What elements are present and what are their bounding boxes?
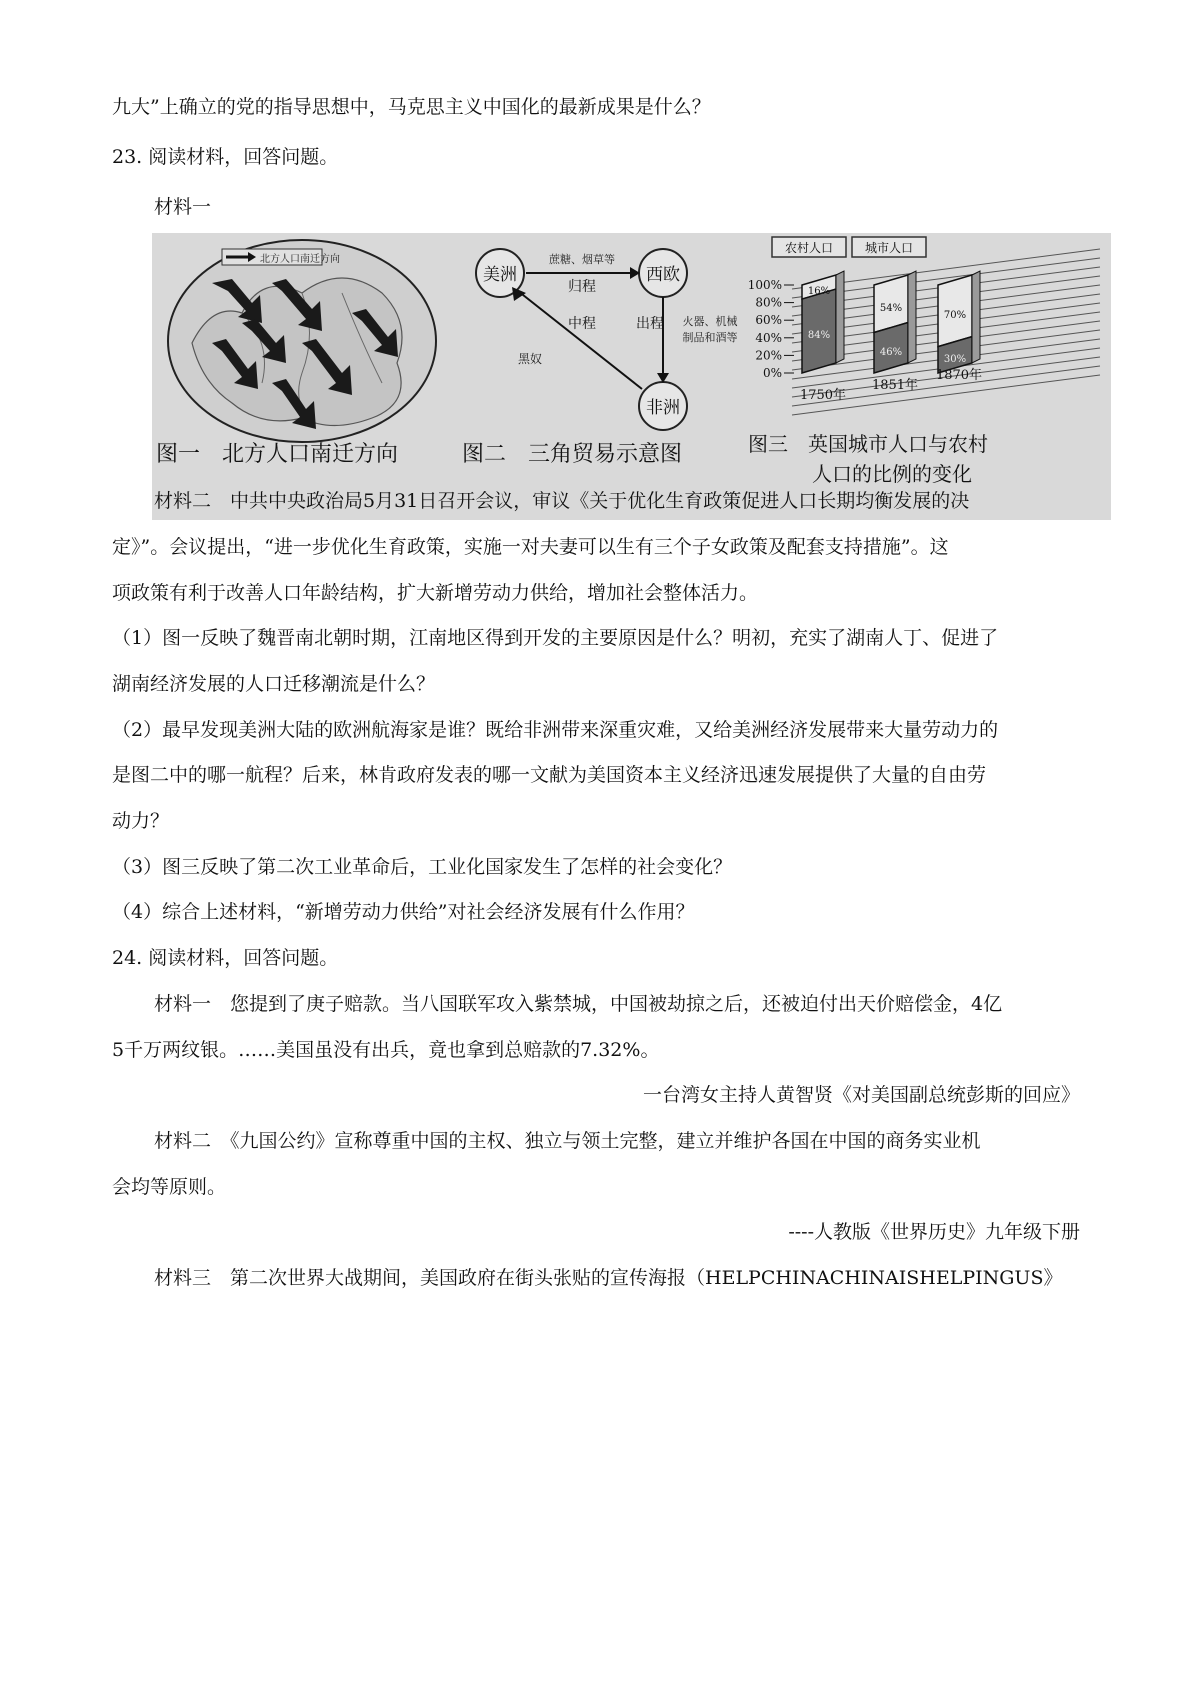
- node-western-europe: 西欧: [646, 265, 680, 285]
- figure-3-caption-line-2: 人口的比例的变化: [812, 462, 972, 486]
- q23-part-3: （3）图三反映了第二次工业革命后，工业化国家发生了怎样的社会变化？: [112, 856, 733, 878]
- node-africa: 非洲: [646, 398, 680, 418]
- material-2-line-1: 材料二 中共中央政治局5月31日召开会议，审议《关于优化生育政策促进人口长期均衡发展的决: [154, 490, 970, 512]
- q23-part-1-line-1: （1）图一反映了魏晋南北朝时期，江南地区得到开发的主要原因是什么？明初，充实了湖南人丁、促进了: [112, 627, 999, 649]
- bar-urban-label: 70%: [943, 309, 967, 321]
- q23-part-2-line-2: 是图二中的哪一航程？后来，林肯政府发表的哪一文献为美国资本主义经济迅速发展提供了大量的自由劳: [112, 764, 987, 786]
- q24-material-1-line-2: 5千万两纹银。……美国虽没有出兵，竟也拿到总赔款的7.32%。: [112, 1039, 660, 1061]
- q23-part-4: （4）综合上述材料，“新增劳动力供给”对社会经济发展有什么作用？: [112, 901, 695, 923]
- figure-2-caption: 图二 三角贸易示意图: [462, 442, 683, 467]
- q24-material-1-source: 一台湾女主持人黄智贤《对美国副总统彭斯的回应》: [642, 1084, 1080, 1106]
- y-tick-label: 20%: [755, 348, 782, 363]
- bar-urban-label: 54%: [879, 302, 903, 314]
- figure-1-map: [156, 240, 436, 467]
- y-tick-label: 0%: [762, 366, 782, 380]
- legend-urban: 城市人口: [864, 241, 914, 255]
- question-24-heading: 24. 阅读材料，回答问题。: [112, 947, 339, 969]
- q23-part-2-line-1: （2）最早发现美洲大陆的欧洲航海家是谁？既给非洲带来深重灾难，又给美洲经济发展带来大量劳动力的: [112, 719, 999, 741]
- x-tick-label: 1851年: [871, 378, 919, 393]
- material-2-line-3: 项政策有利于改善人口年龄结构，扩大新增劳动力供给，增加社会整体活力。: [112, 582, 759, 604]
- bar-urban-label: 16%: [807, 286, 831, 298]
- middle-passage-goods: 黑奴: [517, 352, 543, 366]
- return-leg-label: 归程: [568, 279, 596, 295]
- figure-1-legend: 北方人口南迁方向: [260, 254, 340, 265]
- figure-1-caption: 图一 北方人口南迁方向: [156, 442, 399, 467]
- bar-side: [836, 271, 844, 363]
- q24-material-3: 材料三 第二次世界大战期间，美国政府在街头张贴的宣传海报（HELPCHINACHINAISHELPINGUS》: [154, 1267, 1063, 1289]
- figure-2-triangle-trade: [462, 249, 738, 467]
- return-goods: 蔗糖、烟草等: [549, 253, 615, 266]
- question-22-tail: 九大”上确立的党的指导思想中，马克思主义中国化的最新成果是什么？: [112, 96, 711, 118]
- y-tick-label: 80%: [755, 295, 782, 310]
- y-tick-label: 40%: [755, 330, 782, 345]
- outbound-leg-label: 出程: [636, 316, 664, 332]
- figure-3-population-chart: [748, 237, 1100, 486]
- x-tick-label: 1750年: [799, 388, 847, 403]
- y-tick-label: 60%: [755, 313, 782, 328]
- outbound-goods-line-1: 火器、机械: [682, 315, 738, 328]
- material-1-figures: [152, 233, 1111, 520]
- x-tick-label: 1870年: [935, 368, 983, 383]
- bar-side: [908, 271, 916, 363]
- legend-rural: 农村人口: [784, 241, 834, 255]
- bar-side: [972, 271, 980, 363]
- bar-rural-label: 84%: [807, 330, 831, 342]
- bar-rural-label: 30%: [943, 353, 967, 365]
- figure-3-caption-line-1: 图三 英国城市人口与农村: [748, 432, 988, 456]
- middle-passage-label: 中程: [568, 316, 596, 332]
- bar-rural-label: 46%: [879, 346, 903, 358]
- node-america: 美洲: [483, 265, 517, 285]
- q24-material-1-line-1: 材料一 您提到了庚子赔款。当八国联军攻入紫禁城，中国被劫掠之后，还被迫付出天价赔偿金，4亿: [154, 993, 1003, 1015]
- q24-material-2-line-2: 会均等原则。: [112, 1176, 227, 1198]
- material-1-label: 材料一: [154, 196, 212, 218]
- q24-material-2-line-1: 材料二 《九国公约》宣称尊重中国的主权、独立与领土完整，建立并维护各国在中国的商务实业机: [154, 1130, 981, 1152]
- q24-material-2-source: ----人教版《世界历史》九年级下册: [788, 1221, 1080, 1243]
- chart-bars: [802, 271, 980, 373]
- y-tick-label: 100%: [747, 278, 782, 292]
- outbound-goods-line-2: 制品和酒等: [682, 331, 738, 344]
- question-23-heading: 23. 阅读材料，回答问题。: [112, 146, 339, 168]
- material-2-line-2: 定》”。会议提出，“进一步优化生育政策，实施一对夫妻可以生有三个子女政策及配套支持措施”。这: [112, 536, 949, 558]
- q23-part-1-line-2: 湖南经济发展的人口迁移潮流是什么？: [112, 673, 436, 695]
- q23-part-2-line-3: 动力？: [112, 810, 170, 832]
- chart-y-ticks: [748, 278, 794, 380]
